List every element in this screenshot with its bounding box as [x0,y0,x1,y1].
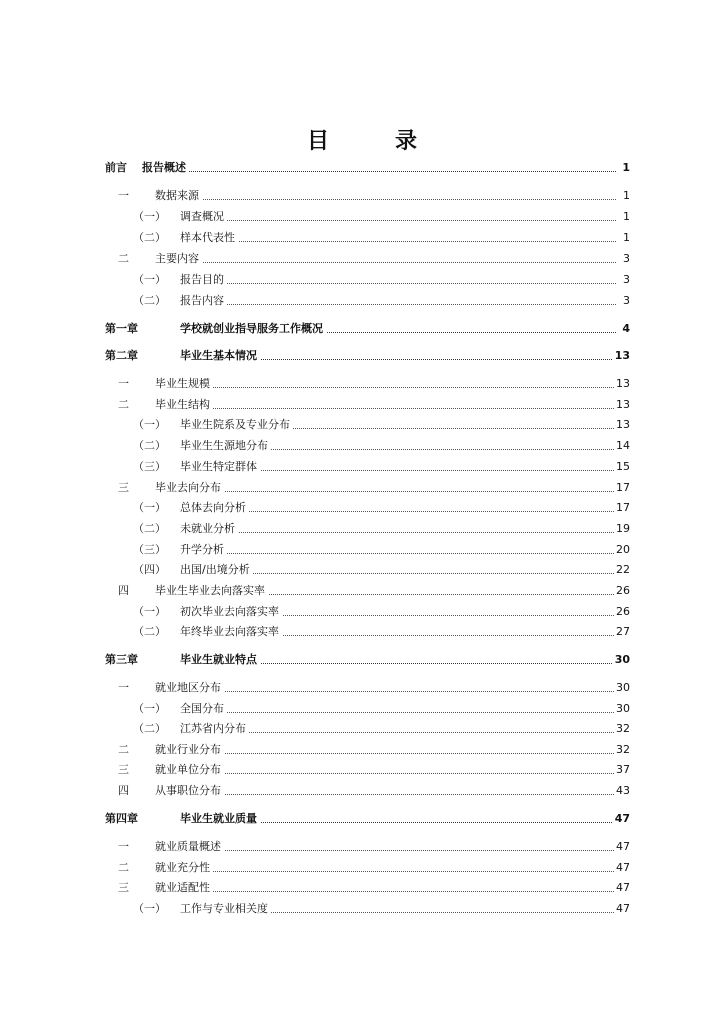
toc-leader-dots [155,773,616,774]
toc-entry-label: 出国/出境分析 [180,562,253,578]
toc-entry-number: 第四章 [105,812,138,825]
toc-entry-number: （一） [133,210,166,223]
toc-page-number: 47 [614,812,630,825]
toc-entry-number: （一） [133,501,166,514]
toc-entry-label: 数据来源 [155,188,202,204]
toc-page-number: 13 [616,398,630,411]
toc-page-number: 43 [616,784,630,797]
toc-entry[interactable] [0,251,724,267]
toc-entry-number: （一） [133,702,166,715]
toc-leader-dots [155,199,616,200]
toc-entry[interactable] [0,624,724,640]
toc-entry-number: 一 [118,681,129,694]
toc-entry-label: 调查概况 [180,209,227,225]
toc-leader-dots [155,491,616,492]
toc-entry-label: 毕业生特定群体 [180,459,260,475]
toc-entry-number: （一） [133,902,166,915]
toc-entry[interactable] [0,376,724,392]
toc-entry-label: 报告目的 [180,272,227,288]
toc-entry[interactable] [0,542,724,558]
toc-leader-dots [180,553,616,554]
toc-entry[interactable] [0,272,724,288]
toc-entry-label: 毕业生基本情况 [180,348,260,364]
toc-chapter-entry[interactable] [0,652,724,668]
toc-leader-dots [180,241,616,242]
toc-entry-label: 从事职位分布 [155,783,224,799]
toc-entry-label: 就业行业分布 [155,742,224,758]
toc-leader-dots [155,753,616,754]
toc-page-number: 1 [623,189,630,202]
toc-page-number: 47 [616,881,630,894]
toc-entry-label: 就业质量概述 [155,839,224,855]
toc-entry[interactable] [0,209,724,225]
toc-entry-label: 毕业生生源地分布 [180,438,271,454]
toc-page-number: 1 [622,161,630,174]
toc-entry-number: （一） [133,605,166,618]
toc-leader-dots [180,220,616,221]
toc-page-number: 3 [623,294,630,307]
toc-chapter-entry[interactable] [0,160,724,176]
toc-page-number: 47 [616,902,630,915]
toc-entry-label: 全国分布 [180,701,227,717]
toc-entry-number: 二 [118,398,129,411]
toc-chapter-entry[interactable] [0,811,724,827]
toc-page-number: 27 [616,625,630,638]
toc-entry[interactable] [0,604,724,620]
toc-entry-number: （二） [133,439,166,452]
toc-page-number: 47 [616,840,630,853]
toc-page-number: 17 [616,501,630,514]
toc-entry-label: 就业充分性 [155,860,213,876]
toc-page-number: 1 [623,231,630,244]
toc-entry-label: 就业单位分布 [155,762,224,778]
toc-page-number: 1 [623,210,630,223]
toc-entry-number: 一 [118,377,129,390]
toc-entry-number: （三） [133,460,166,473]
toc-entry-label: 毕业生就业特点 [180,652,260,668]
toc-leader-dots [155,794,616,795]
toc-entry[interactable] [0,762,724,778]
toc-entry[interactable] [0,562,724,578]
toc-entry-number: （一） [133,273,166,286]
toc-entry-label: 毕业生结构 [155,397,213,413]
toc-entry-number: 二 [118,861,129,874]
toc-page-number: 15 [616,460,630,473]
toc-entry-number: 前言 [105,161,127,174]
toc-leader-dots [142,171,616,172]
toc-page-number: 32 [616,743,630,756]
toc-entry[interactable] [0,701,724,717]
toc-entry-number: （二） [133,722,166,735]
toc-entry-label: 年终毕业去向落实率 [180,624,282,640]
toc-page-number: 30 [616,681,630,694]
toc-leader-dots [180,304,616,305]
toc-entry-label: 毕业生院系及专业分布 [180,417,293,433]
toc-entry-number: 四 [118,584,129,597]
toc-entry[interactable] [0,230,724,246]
toc-leader-dots [155,408,616,409]
toc-entry-number: 二 [118,743,129,756]
toc-page-number: 20 [616,543,630,556]
toc-leader-dots [180,283,616,284]
toc-page-number: 3 [623,273,630,286]
page-title: 目 录 [306,129,439,154]
toc-leader-dots [180,532,616,533]
toc-entry-label: 就业适配性 [155,880,213,896]
toc-page-number: 37 [616,763,630,776]
toc-page-number: 19 [616,522,630,535]
toc-leader-dots [155,387,616,388]
toc-page-number: 3 [623,252,630,265]
toc-entry-number: （三） [133,543,166,556]
toc-leader-dots [180,712,616,713]
toc-entry-label: 报告概述 [142,160,189,176]
toc-entry[interactable] [0,901,724,917]
toc-entry[interactable] [0,880,724,896]
toc-entry[interactable] [0,480,724,496]
toc-entry[interactable] [0,839,724,855]
toc-entry-label: 样本代表性 [180,230,238,246]
toc-leader-dots [155,850,616,851]
toc-entry-number: （二） [133,231,166,244]
toc-entry[interactable] [0,742,724,758]
toc-entry-number: 第一章 [105,322,138,335]
toc-entry-label: 主要内容 [155,251,202,267]
toc-entry-number: 第二章 [105,349,138,362]
toc-entry[interactable] [0,438,724,454]
toc-entry-number: （二） [133,625,166,638]
toc-chapter-entry[interactable] [0,348,724,364]
toc-entry-label: 总体去向分析 [180,500,249,516]
toc-page-number: 4 [622,322,630,335]
toc-page-number: 47 [616,861,630,874]
toc-entry-number: 二 [118,252,129,265]
toc-entry-number: （二） [133,522,166,535]
toc-entry-number: 一 [118,189,129,202]
toc-entry-number: 三 [118,481,129,494]
toc-entry-label: 江苏省内分布 [180,721,249,737]
toc-entry[interactable] [0,293,724,309]
toc-page-number: 13 [616,418,630,431]
toc-entry-label: 升学分析 [180,542,227,558]
toc-entry[interactable] [0,188,724,204]
toc-page-number: 17 [616,481,630,494]
toc-page-number: 13 [616,377,630,390]
toc-entry-number: 四 [118,784,129,797]
toc-entry[interactable] [0,680,724,696]
toc-page-number: 14 [616,439,630,452]
toc-entry[interactable] [0,397,724,413]
toc-entry-label: 学校就创业指导服务工作概况 [180,321,326,337]
toc-entry-label: 就业地区分布 [155,680,224,696]
toc-entry-number: （一） [133,418,166,431]
toc-entry-label: 毕业去向分布 [155,480,224,496]
toc-entry[interactable] [0,721,724,737]
toc-entry[interactable] [0,459,724,475]
toc-entry[interactable] [0,500,724,516]
toc-entry-label: 报告内容 [180,293,227,309]
toc-entry-label: 毕业生就业质量 [180,811,260,827]
toc-entry-number: 一 [118,840,129,853]
toc-page-number: 32 [616,722,630,735]
toc-page-number: 30 [614,653,630,666]
toc-entry-number: 三 [118,881,129,894]
toc-entry-label: 初次毕业去向落实率 [180,604,282,620]
toc-entry[interactable] [0,860,724,876]
toc-leader-dots [155,691,616,692]
toc-entry[interactable] [0,521,724,537]
toc-entry-label: 工作与专业相关度 [180,901,271,917]
toc-entry[interactable] [0,583,724,599]
toc-leader-dots [155,262,616,263]
toc-page-number: 22 [616,563,630,576]
toc-page-number: 26 [616,584,630,597]
toc-page-number: 30 [616,702,630,715]
toc-page-number: 26 [616,605,630,618]
toc-entry-label: 毕业生毕业去向落实率 [155,583,268,599]
toc-entry-number: 第三章 [105,653,138,666]
toc-leader-dots [155,891,616,892]
toc-chapter-entry[interactable] [0,321,724,337]
toc-entry[interactable] [0,783,724,799]
toc-page-number: 13 [614,349,630,362]
toc-entry[interactable] [0,417,724,433]
toc-leader-dots [155,871,616,872]
toc-entry-number: 三 [118,763,129,776]
toc-entry-label: 未就业分析 [180,521,238,537]
toc-entry-number: （四） [133,563,166,576]
toc-entry-label: 毕业生规模 [155,376,213,392]
toc-entry-number: （二） [133,294,166,307]
